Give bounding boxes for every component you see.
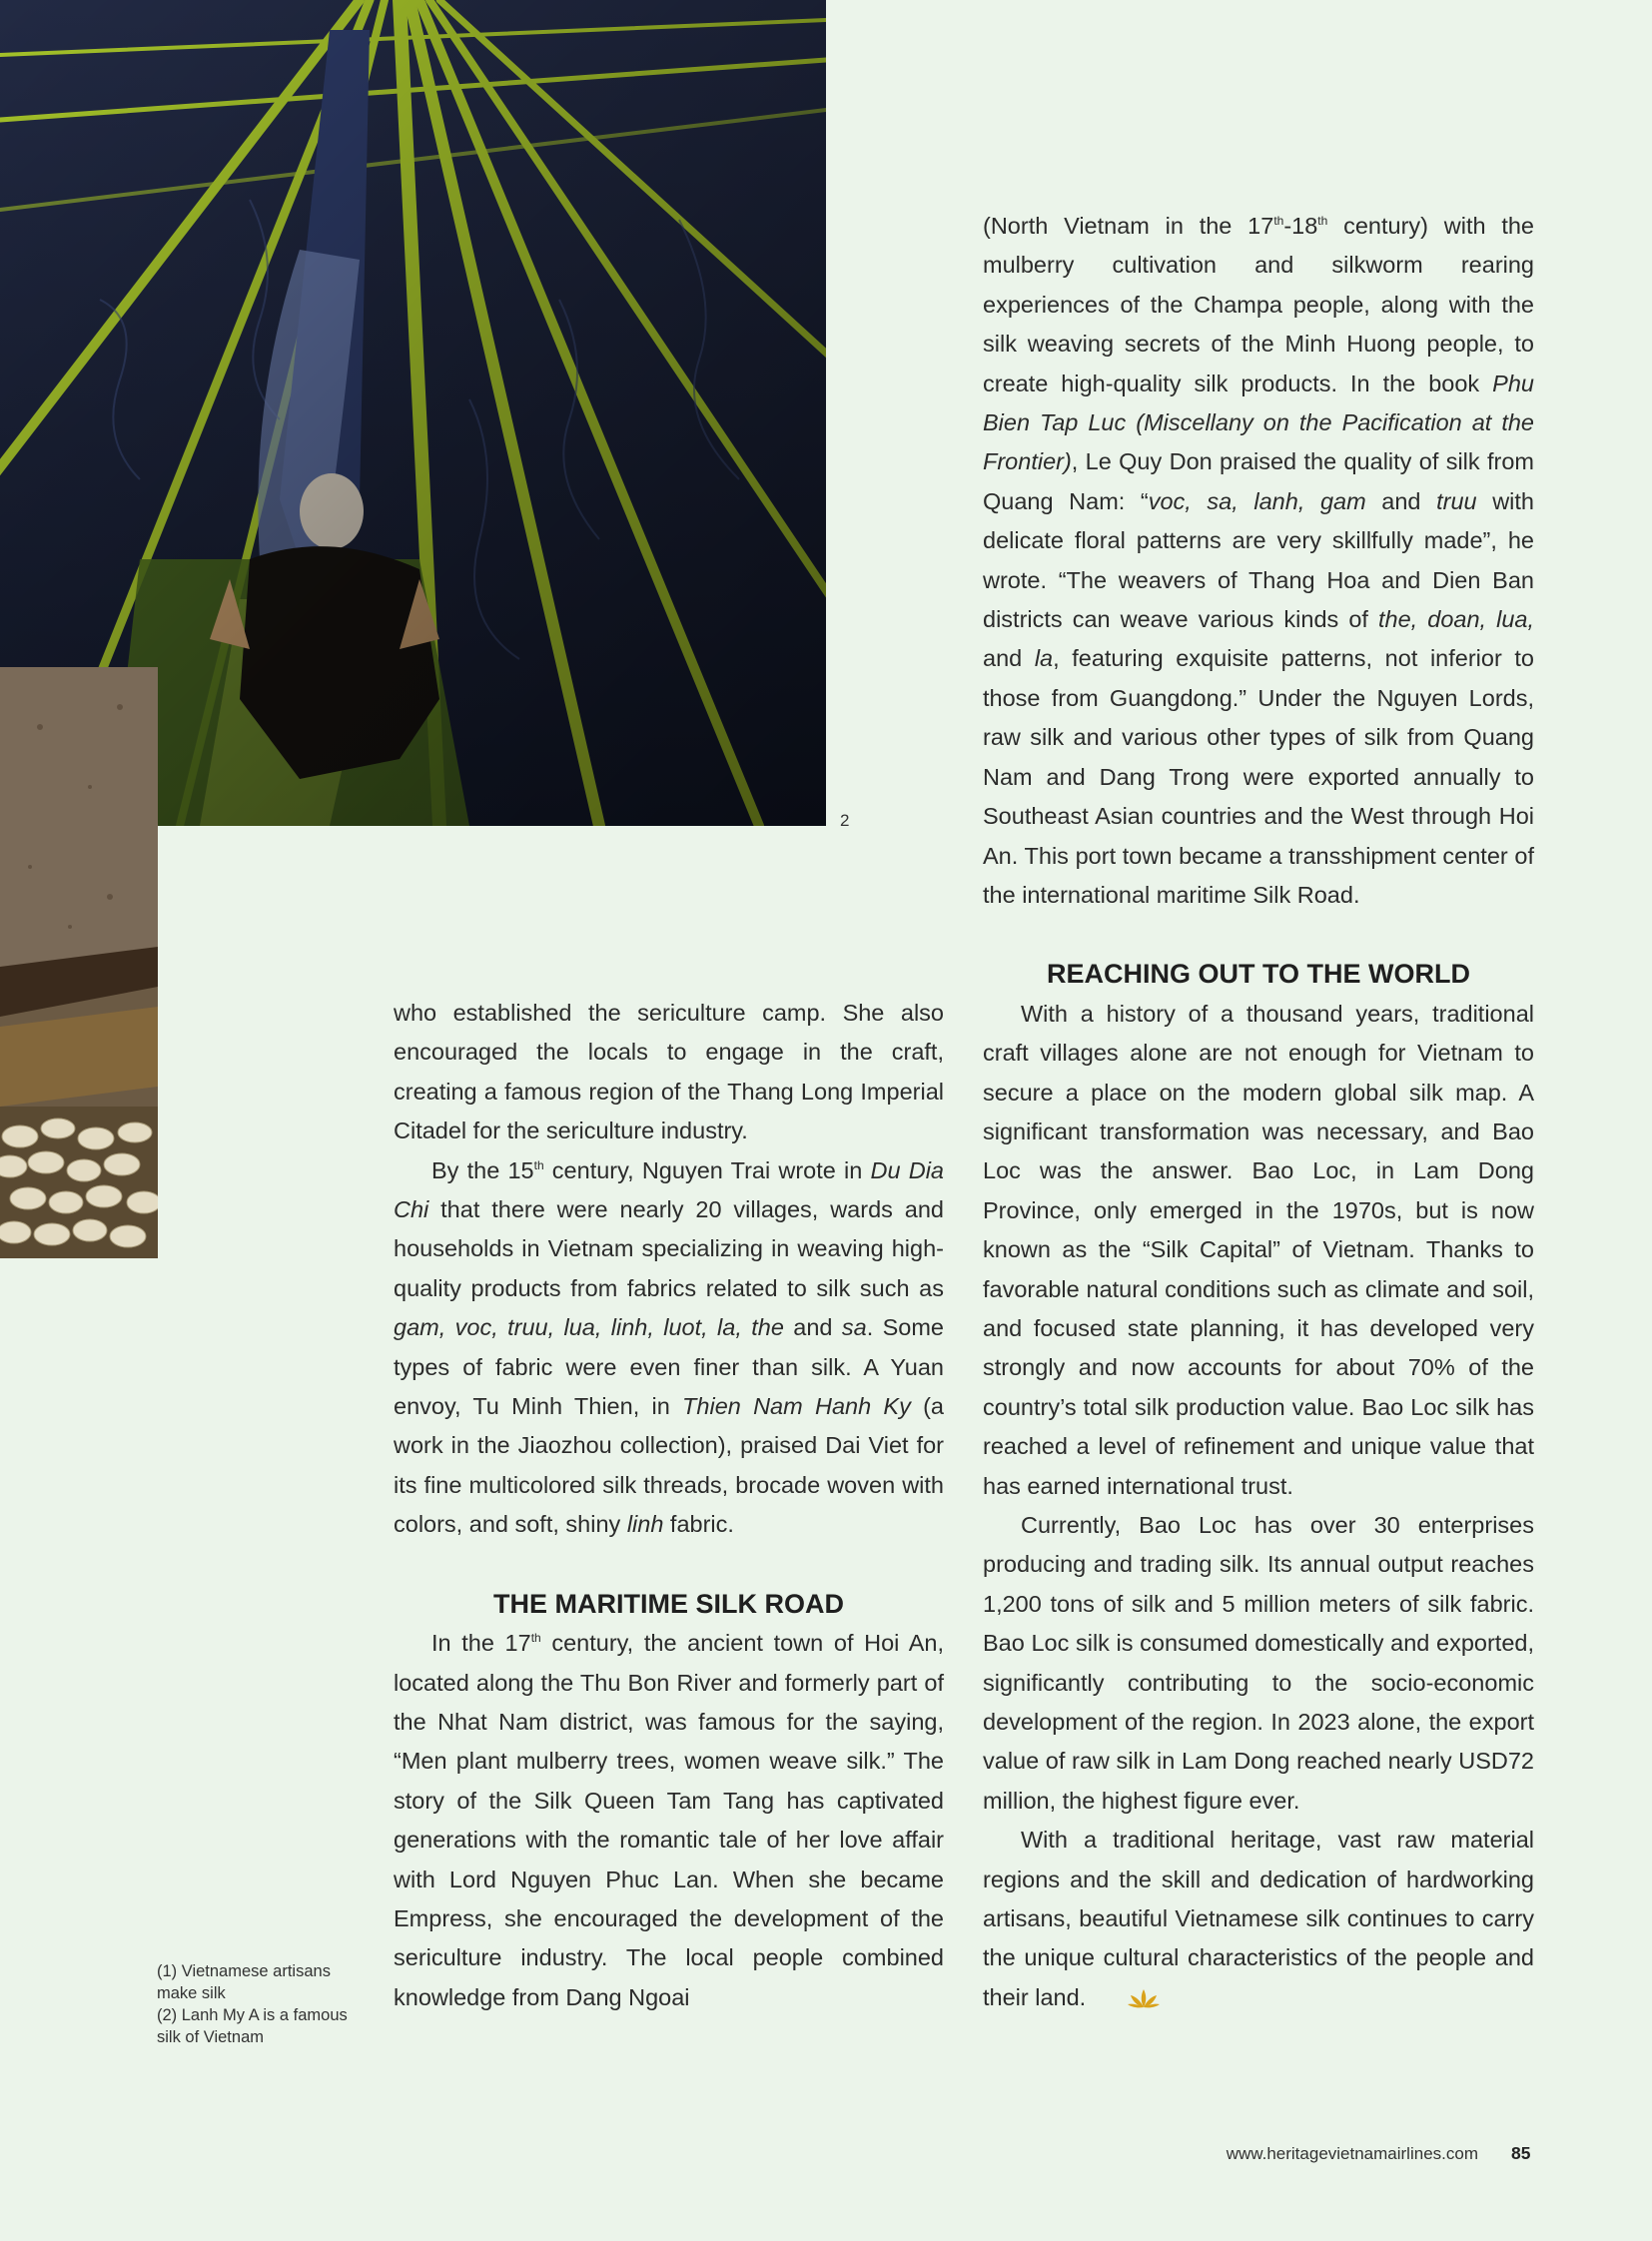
photo-number: 2 [840,811,850,830]
caption-line: (2) Lanh My A is a famous silk of Vietnam [157,2006,348,2046]
left-column [394,994,944,2017]
paragraph: In the 17th century, the ancient town of Hoi An, located along the Thu Bon River and formerly part of the Nhat Nam district, was famous for the saying, “Men plant mulberry trees, women weave silk.” The story of the Silk Queen Tam Tang has captivated generations with the romantic tale of her love affair with Lord Nguyen Phuc Lan. When she became Empress, she encouraged the development of the sericulture industry. The local people combined knowledge from Dang Ngoai [394,1630,944,2010]
lotus-icon [1090,1982,1160,2021]
footer-url[interactable]: www.heritagevietnamairlines.com [1226,2144,1478,2163]
photo-cocoons [0,667,158,1258]
paragraph: who established the sericulture camp. She also encouraged the locals to engage in the craft, creating a famous region of the Thang Long Imperial Citadel for the sericulture industry. [394,1000,944,1144]
paragraph: (North Vietnam in the 17th-18th century) with the mulberry cultivation and silkworm rearing experiences of the Champa people, along with the silk weaving secrets of the Minh Huong people, to create high-quality silk products. In the book Phu Bien Tap Luc (Miscellany on the Pacification at the Frontier), Le Quy Don praised the quality of silk from Quang Nam: “voc, sa, lanh, gam and truu with delicate floral patterns are very skillfully made”, he wrote. “The weavers of Thang Hoa and Dien Ban districts can weave various kinds of the, doan, lua, and la, featuring exquisite patterns, not inferior to those from Guangdong.” Under the Nguyen Lords, raw silk and various other types of silk from Quang Nam and Dang Trong were exported annually to Southeast Asian countries and the West through Hoi An. This port town became a transshipment center of the international maritime Silk Road. [983,213,1535,908]
photo-caption [157,1960,362,2048]
paragraph: By the 15th century, Nguyen Trai wrote in Du Dia Chi that there were nearly 20 villages, wards and households in Vietnam specializing in weaving high-quality products from fabrics related to silk such as gam, voc, truu, lua, linh, luot, la, the and sa. Some types of fabric were even finer than silk. A Yuan envoy, Tu Minh Thien, in Thien Nam Hanh Ky (a work in the Jiaozhou collection), praised Dai Viet for its fine multicolored silk threads, brocade woven with colors, and soft, shiny linh fabric. [394,1156,945,1538]
paragraph: With a traditional heritage, vast raw material regions and the skill and dedication of hardworking artisans, beautiful Vietnamese silk continues to carry the unique cultural characteristics of the people and their land. [983,1821,1534,2021]
right-column [983,207,1534,2021]
paragraph: With a history of a thousand years, traditional craft villages alone are not enough for Vietnam to secure a place on the modern global silk map. A significant transformation was necessary, and Bao Loc was the answer. Bao Loc, in Lam Dong Province, only emerged in the 1970s, but is now known as the “Silk Capital” of Vietnam. Thanks to favorable natural conditions such as climate and soil, and focused state planning, it has developed very strongly and now accounts for about 70% of the country’s total silk production value. Bao Loc silk has reached a level of refinement and unique value that has earned international trust. [983,1000,1534,1499]
section-heading: THE MARITIME SILK ROAD [493,1588,844,1619]
page-number: 85 [1511,2143,1531,2163]
paragraph: Currently, Bao Loc has over 30 enterprises producing and trading silk. Its annual output reaches 1,200 tons of silk and 5 million meters of silk fabric. Bao Loc silk is consumed domestically and exported, significantly contributing to the socio-economic development of the region. In 2023 alone, the export value of raw silk in Lam Dong reached nearly USD72 million, the highest figure ever. [983,1512,1534,1814]
section-heading: REACHING OUT TO THE WORLD [1047,959,1470,990]
caption-line: (1) Vietnamese artisans make silk [157,1962,331,2002]
photo-cocoons-image [0,667,158,1258]
